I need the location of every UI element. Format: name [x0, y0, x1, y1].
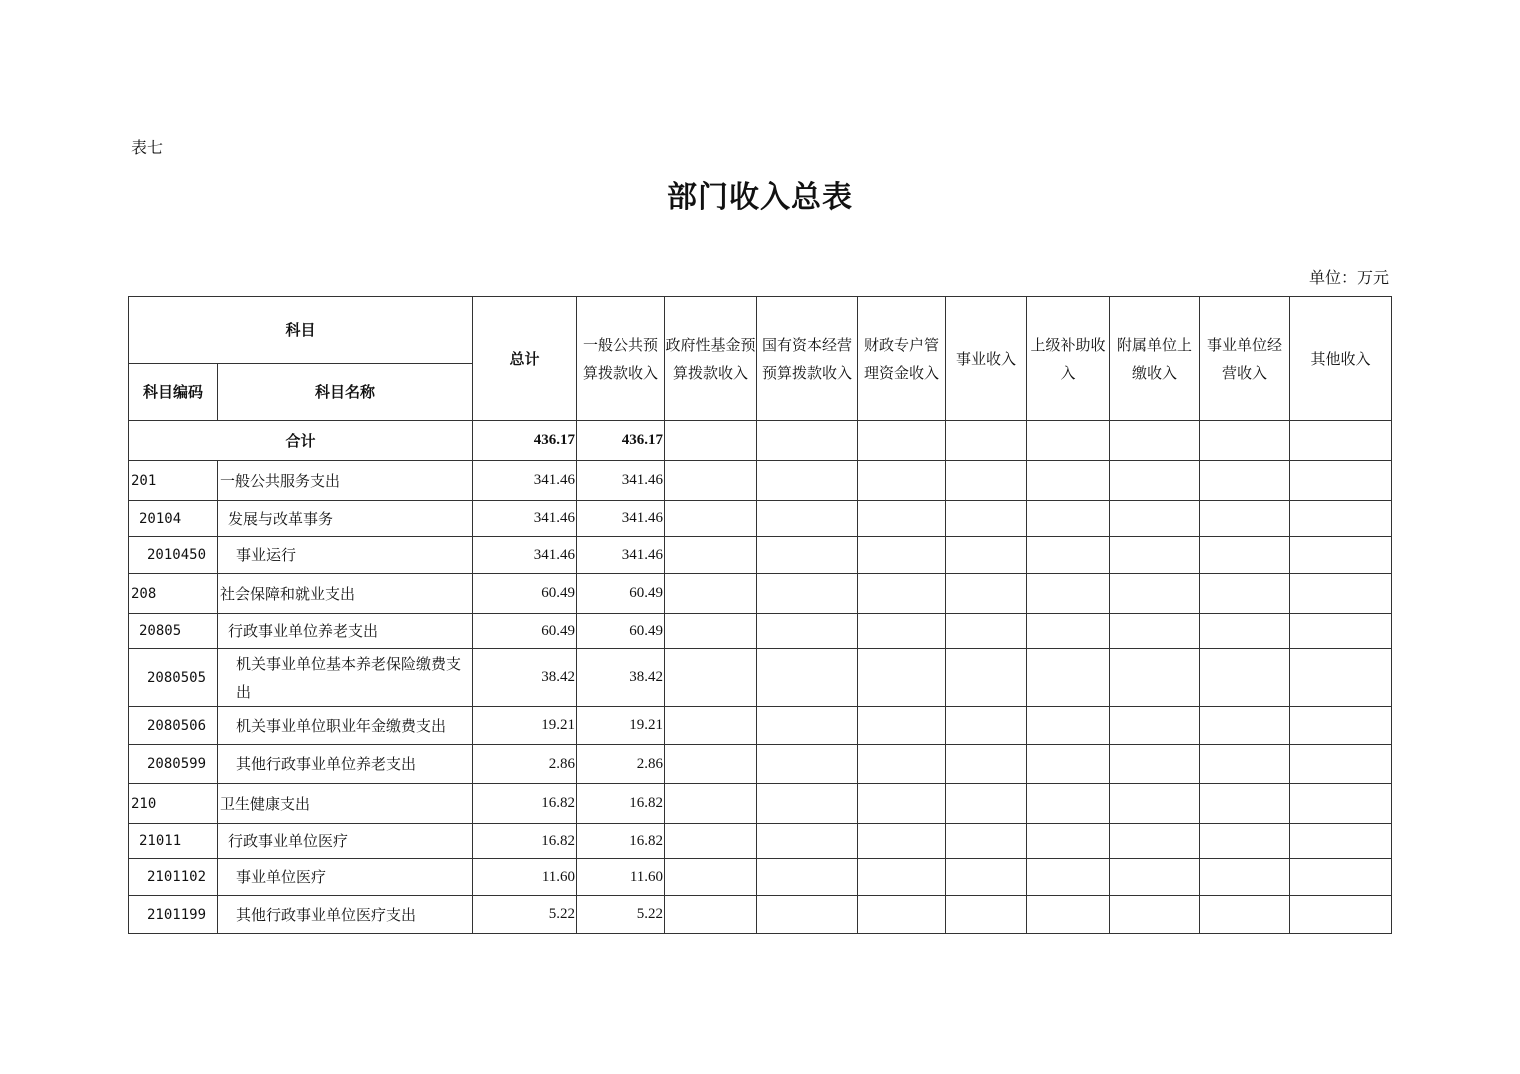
- table-row: [129, 896, 1392, 934]
- empty-cell: [665, 745, 757, 784]
- empty-cell: [946, 649, 1027, 707]
- name-cell: 卫生健康支出: [218, 784, 473, 824]
- empty-cell: [858, 537, 946, 574]
- name-cell: 其他行政事业单位养老支出: [218, 745, 473, 784]
- total-cell: 60.49: [473, 574, 577, 614]
- table-label: 表七: [131, 138, 164, 157]
- name-cell: 机关事业单位基本养老保险缴费支出: [218, 649, 473, 707]
- total-cell: 38.42: [473, 649, 577, 707]
- business-operation-header: 事业单位经营收入: [1200, 297, 1290, 421]
- empty-cell: [1110, 859, 1200, 896]
- empty-cell: [1110, 707, 1200, 745]
- empty-cell: [1200, 784, 1290, 824]
- total-cell: 16.82: [473, 784, 577, 824]
- empty-cell: [946, 461, 1027, 501]
- name-header: 科目名称: [218, 364, 473, 421]
- name-cell: 机关事业单位职业年金缴费支出: [218, 707, 473, 745]
- empty-cell: [1290, 784, 1392, 824]
- empty-cell: [858, 896, 946, 934]
- table-row: [129, 461, 1392, 501]
- code-cell: 2080599: [129, 745, 218, 784]
- total-cell: 16.82: [473, 824, 577, 859]
- empty-cell: [946, 574, 1027, 614]
- unit-label: 单位：万元: [1308, 268, 1389, 287]
- general-budget-cell: 16.82: [577, 824, 665, 859]
- empty-cell: [1290, 421, 1392, 461]
- empty-cell: [1290, 745, 1392, 784]
- empty-cell: [946, 614, 1027, 649]
- empty-cell: [858, 707, 946, 745]
- empty-cell: [1290, 537, 1392, 574]
- empty-cell: [757, 421, 858, 461]
- empty-cell: [946, 745, 1027, 784]
- empty-cell: [1200, 461, 1290, 501]
- code-cell: 2080505: [129, 649, 218, 707]
- empty-cell: [858, 421, 946, 461]
- empty-cell: [858, 614, 946, 649]
- empty-cell: [946, 859, 1027, 896]
- table-header: [129, 297, 1392, 421]
- empty-cell: [665, 574, 757, 614]
- business-income-header: 事业收入: [946, 297, 1027, 421]
- name-cell: 一般公共服务支出: [218, 461, 473, 501]
- general-budget-cell: 5.22: [577, 896, 665, 934]
- total-cell: 19.21: [473, 707, 577, 745]
- total-row: [129, 421, 1392, 461]
- empty-cell: [858, 784, 946, 824]
- empty-cell: [757, 784, 858, 824]
- total-cell: 60.49: [473, 614, 577, 649]
- empty-cell: [757, 461, 858, 501]
- table-row: [129, 707, 1392, 745]
- empty-cell: [1290, 614, 1392, 649]
- code-cell: 2101199: [129, 896, 218, 934]
- empty-cell: [1110, 614, 1200, 649]
- total-label: 合计: [129, 421, 473, 461]
- empty-cell: [858, 649, 946, 707]
- empty-cell: [1290, 461, 1392, 501]
- empty-cell: [858, 745, 946, 784]
- empty-cell: [1110, 745, 1200, 784]
- general-budget-cell: 341.46: [577, 501, 665, 537]
- empty-cell: [1027, 461, 1110, 501]
- empty-cell: [1110, 824, 1200, 859]
- empty-cell: [757, 824, 858, 859]
- empty-cell: [1027, 501, 1110, 537]
- empty-cell: [1110, 421, 1200, 461]
- empty-cell: [946, 824, 1027, 859]
- empty-cell: [1110, 574, 1200, 614]
- empty-cell: [757, 707, 858, 745]
- general-budget-cell: 11.60: [577, 859, 665, 896]
- total-cell: 5.22: [473, 896, 577, 934]
- empty-cell: [665, 707, 757, 745]
- total-cell: 341.46: [473, 461, 577, 501]
- name-cell: 社会保障和就业支出: [218, 574, 473, 614]
- empty-cell: [757, 574, 858, 614]
- income-table: [128, 296, 1392, 934]
- empty-cell: [1200, 574, 1290, 614]
- empty-cell: [1027, 421, 1110, 461]
- empty-cell: [1200, 896, 1290, 934]
- empty-cell: [1027, 896, 1110, 934]
- general-budget-cell: 16.82: [577, 784, 665, 824]
- empty-cell: [1290, 824, 1392, 859]
- empty-cell: [1027, 707, 1110, 745]
- empty-cell: [1110, 461, 1200, 501]
- empty-cell: [1110, 501, 1200, 537]
- total-cell: 341.46: [473, 501, 577, 537]
- empty-cell: [1200, 421, 1290, 461]
- code-header: 科目编码: [129, 364, 218, 421]
- empty-cell: [1290, 859, 1392, 896]
- empty-cell: [1200, 537, 1290, 574]
- affiliate-header: 附属单位上缴收入: [1110, 297, 1200, 421]
- total-general-budget-cell: 436.17: [577, 421, 665, 461]
- empty-cell: [1027, 649, 1110, 707]
- code-cell: 2101102: [129, 859, 218, 896]
- empty-cell: [1027, 745, 1110, 784]
- empty-cell: [1290, 501, 1392, 537]
- code-cell: 208: [129, 574, 218, 614]
- name-cell: 事业单位医疗: [218, 859, 473, 896]
- total-cell: 341.46: [473, 537, 577, 574]
- name-cell: 发展与改革事务: [218, 501, 473, 537]
- empty-cell: [757, 649, 858, 707]
- empty-cell: [1027, 784, 1110, 824]
- empty-cell: [665, 501, 757, 537]
- general-budget-cell: 60.49: [577, 614, 665, 649]
- empty-cell: [757, 614, 858, 649]
- empty-cell: [757, 745, 858, 784]
- empty-cell: [665, 859, 757, 896]
- code-cell: 201: [129, 461, 218, 501]
- table-row: [129, 824, 1392, 859]
- empty-cell: [665, 784, 757, 824]
- empty-cell: [757, 896, 858, 934]
- empty-cell: [1110, 784, 1200, 824]
- empty-cell: [1027, 537, 1110, 574]
- table-row: [129, 745, 1392, 784]
- table-row: [129, 501, 1392, 537]
- empty-cell: [1200, 824, 1290, 859]
- name-cell: 行政事业单位医疗: [218, 824, 473, 859]
- empty-cell: [665, 649, 757, 707]
- gov-fund-header: 政府性基金预算拨款收入: [665, 297, 757, 421]
- table-row: [129, 784, 1392, 824]
- empty-cell: [1290, 574, 1392, 614]
- empty-cell: [1027, 614, 1110, 649]
- empty-cell: [946, 896, 1027, 934]
- empty-cell: [1110, 649, 1200, 707]
- empty-cell: [757, 501, 858, 537]
- table-row: [129, 574, 1392, 614]
- table-row: [129, 614, 1392, 649]
- general-budget-cell: 2.86: [577, 745, 665, 784]
- empty-cell: [665, 614, 757, 649]
- empty-cell: [665, 537, 757, 574]
- subject-header: 科目: [129, 297, 473, 364]
- empty-cell: [858, 574, 946, 614]
- empty-cell: [1027, 824, 1110, 859]
- empty-cell: [1290, 707, 1392, 745]
- empty-cell: [665, 461, 757, 501]
- empty-cell: [858, 859, 946, 896]
- total-header: 总计: [473, 297, 577, 421]
- empty-cell: [946, 784, 1027, 824]
- empty-cell: [757, 859, 858, 896]
- empty-cell: [1110, 896, 1200, 934]
- general-budget-cell: 60.49: [577, 574, 665, 614]
- empty-cell: [858, 501, 946, 537]
- table-body: [129, 421, 1392, 934]
- code-cell: 2080506: [129, 707, 218, 745]
- empty-cell: [1027, 574, 1110, 614]
- code-cell: 20805: [129, 614, 218, 649]
- general-budget-cell: 341.46: [577, 461, 665, 501]
- general-budget-header: 一般公共预算拨款收入: [577, 297, 665, 421]
- empty-cell: [946, 421, 1027, 461]
- name-cell: 行政事业单位养老支出: [218, 614, 473, 649]
- superior-subsidy-header: 上级补助收入: [1027, 297, 1110, 421]
- name-cell: 其他行政事业单位医疗支出: [218, 896, 473, 934]
- empty-cell: [1200, 614, 1290, 649]
- table-row: [129, 859, 1392, 896]
- empty-cell: [858, 824, 946, 859]
- table-row: [129, 537, 1392, 574]
- other-income-header: 其他收入: [1290, 297, 1392, 421]
- total-total-cell: 436.17: [473, 421, 577, 461]
- empty-cell: [858, 461, 946, 501]
- empty-cell: [1200, 501, 1290, 537]
- empty-cell: [1200, 745, 1290, 784]
- empty-cell: [665, 896, 757, 934]
- empty-cell: [1200, 707, 1290, 745]
- fiscal-special-header: 财政专户管理资金收入: [858, 297, 946, 421]
- empty-cell: [946, 501, 1027, 537]
- empty-cell: [1200, 649, 1290, 707]
- code-cell: 2010450: [129, 537, 218, 574]
- empty-cell: [665, 421, 757, 461]
- empty-cell: [946, 707, 1027, 745]
- total-cell: 11.60: [473, 859, 577, 896]
- empty-cell: [1110, 537, 1200, 574]
- name-cell: 事业运行: [218, 537, 473, 574]
- empty-cell: [757, 537, 858, 574]
- code-cell: 210: [129, 784, 218, 824]
- empty-cell: [665, 824, 757, 859]
- empty-cell: [1200, 859, 1290, 896]
- empty-cell: [1027, 859, 1110, 896]
- general-budget-cell: 19.21: [577, 707, 665, 745]
- empty-cell: [946, 537, 1027, 574]
- table-row: [129, 649, 1392, 707]
- page-title: 部门收入总表: [667, 180, 853, 215]
- code-cell: 20104: [129, 501, 218, 537]
- total-cell: 2.86: [473, 745, 577, 784]
- code-cell: 21011: [129, 824, 218, 859]
- general-budget-cell: 38.42: [577, 649, 665, 707]
- general-budget-cell: 341.46: [577, 537, 665, 574]
- empty-cell: [1290, 649, 1392, 707]
- empty-cell: [1290, 896, 1392, 934]
- state-capital-header: 国有资本经营预算拨款收入: [757, 297, 858, 421]
